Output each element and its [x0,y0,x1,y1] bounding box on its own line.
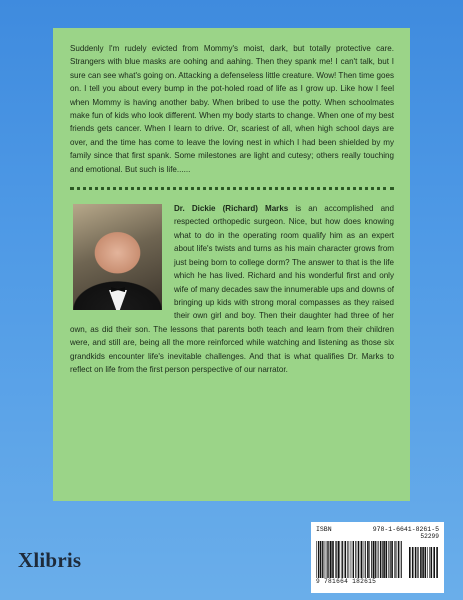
barcode-bar [395,541,396,578]
author-shirt [109,290,127,310]
barcode-bar [412,547,414,578]
barcode-bar [388,541,389,578]
barcode-bar [353,541,354,578]
barcode-bar [332,541,334,578]
barcode-bar [394,541,395,578]
barcode-bar [335,541,336,578]
barcode-bar [377,541,378,578]
barcode-bar [427,547,428,578]
barcode-bar [338,541,340,578]
barcode-bar [330,541,332,578]
barcode [316,541,439,578]
barcode-bar [320,541,322,578]
barcode-bar [322,541,323,578]
barcode-bar [391,541,393,578]
barcode-addon-bars [409,547,439,578]
dotted-divider [70,187,394,190]
barcode-bar [367,541,369,578]
barcode-bar [425,547,427,578]
barcode-bar [328,541,329,578]
barcode-bar [324,541,325,578]
barcode-bar [341,541,342,578]
barcode-bar [318,541,319,578]
barcode-bar [382,541,383,578]
isbn-line [316,526,439,533]
barcode-bar [409,547,411,578]
barcode-bar [380,541,381,578]
barcode-bar [369,541,370,578]
barcode-bar [417,547,418,578]
barcode-bar [325,541,326,578]
barcode-digits: 9 781664 182615 [316,578,377,585]
barcode-bar [363,541,364,578]
barcode-bar [352,541,353,578]
barcode-bar [350,541,351,578]
barcode-bar [378,541,379,578]
barcode-bar [371,541,372,578]
barcode-bar [383,541,385,578]
barcode-bar [336,541,337,578]
price-addon-number: 52299 [420,533,439,540]
barcode-bar [415,547,417,578]
barcode-box [311,522,444,593]
publisher-logo: Xlibris [18,548,82,572]
barcode-bar [347,541,348,578]
author-name: Dr. Dickie (Richard) Marks [174,204,289,214]
barcode-bar [436,547,438,578]
author-bio-text: is an accomplished and respected orthopedic surgeon. Nice, but how does knowing what to do in the operating room qualify him as an expert about life's twists and turns as his main character grows from just being born to college dorm? The answer to that is the life which he has lived. Richard and his wonderful first and only wife of many decades saw the innumerable ups and downs of bringing up kids with strong moral compasses as they raised their own girl and boy. Then their daughter had three of her own, as did their son. The lessons that parents both teach and learn from their children were, and still are, being all the more reinforced while watching and listening as those six grandkids encounter life's inevitable challenges. And that is what qualifies Dr. Marks to reflect on life from the first person perspective of our narrator. [70,204,394,374]
barcode-bar [358,541,360,578]
barcode-bar [327,541,328,578]
barcode-bar [355,541,356,578]
barcode-main-bars [316,541,402,578]
isbn-label: ISBN [316,526,332,533]
barcode-bar [420,547,422,578]
barcode-bar [398,541,400,578]
barcode-bar [390,541,391,578]
barcode-bar [422,547,424,578]
isbn-number: 978-1-6641-8261-5 [372,526,439,533]
barcode-bar [373,541,375,578]
barcode-bar [361,541,363,578]
barcode-bar [431,547,433,578]
barcode-bar [342,541,343,578]
barcode-bar [316,541,317,578]
barcode-bar [433,547,435,578]
barcode-bar [365,541,366,578]
barcode-bar [345,541,347,578]
barcode-bar [375,541,376,578]
barcode-bar [401,541,402,578]
book-blurb: Suddenly I'm rudely evicted from Mommy's moist, dark, but totally protective care. Strangers with blue masks are oohing and aahing. Then they spank me! I can't talk, but I sure can see what's going on. Attacking a defenseless little creature. Wow! Then time goes on. I tell you about every bump in the pot-holed road of life as I grow up. Like how I feel when Mommy is having another baby. When bribed to use the potty. When schoolmates make fun of kids who look different. When my body starts to change. When one of my best friends gets cancer. When I learn to drive. Or, scariest of all, when high school days are over, and the time has come to leave the loving nest in which I had been shielded by my family since that first spank. Some milestones are light and cutesy; others really touching and emotional. But such is life...... [70,44,394,174]
author-photo [73,204,162,310]
back-cover-panel [53,28,410,501]
barcode-bar [418,547,419,578]
barcode-bar [429,547,430,578]
barcode-bar [386,541,388,578]
